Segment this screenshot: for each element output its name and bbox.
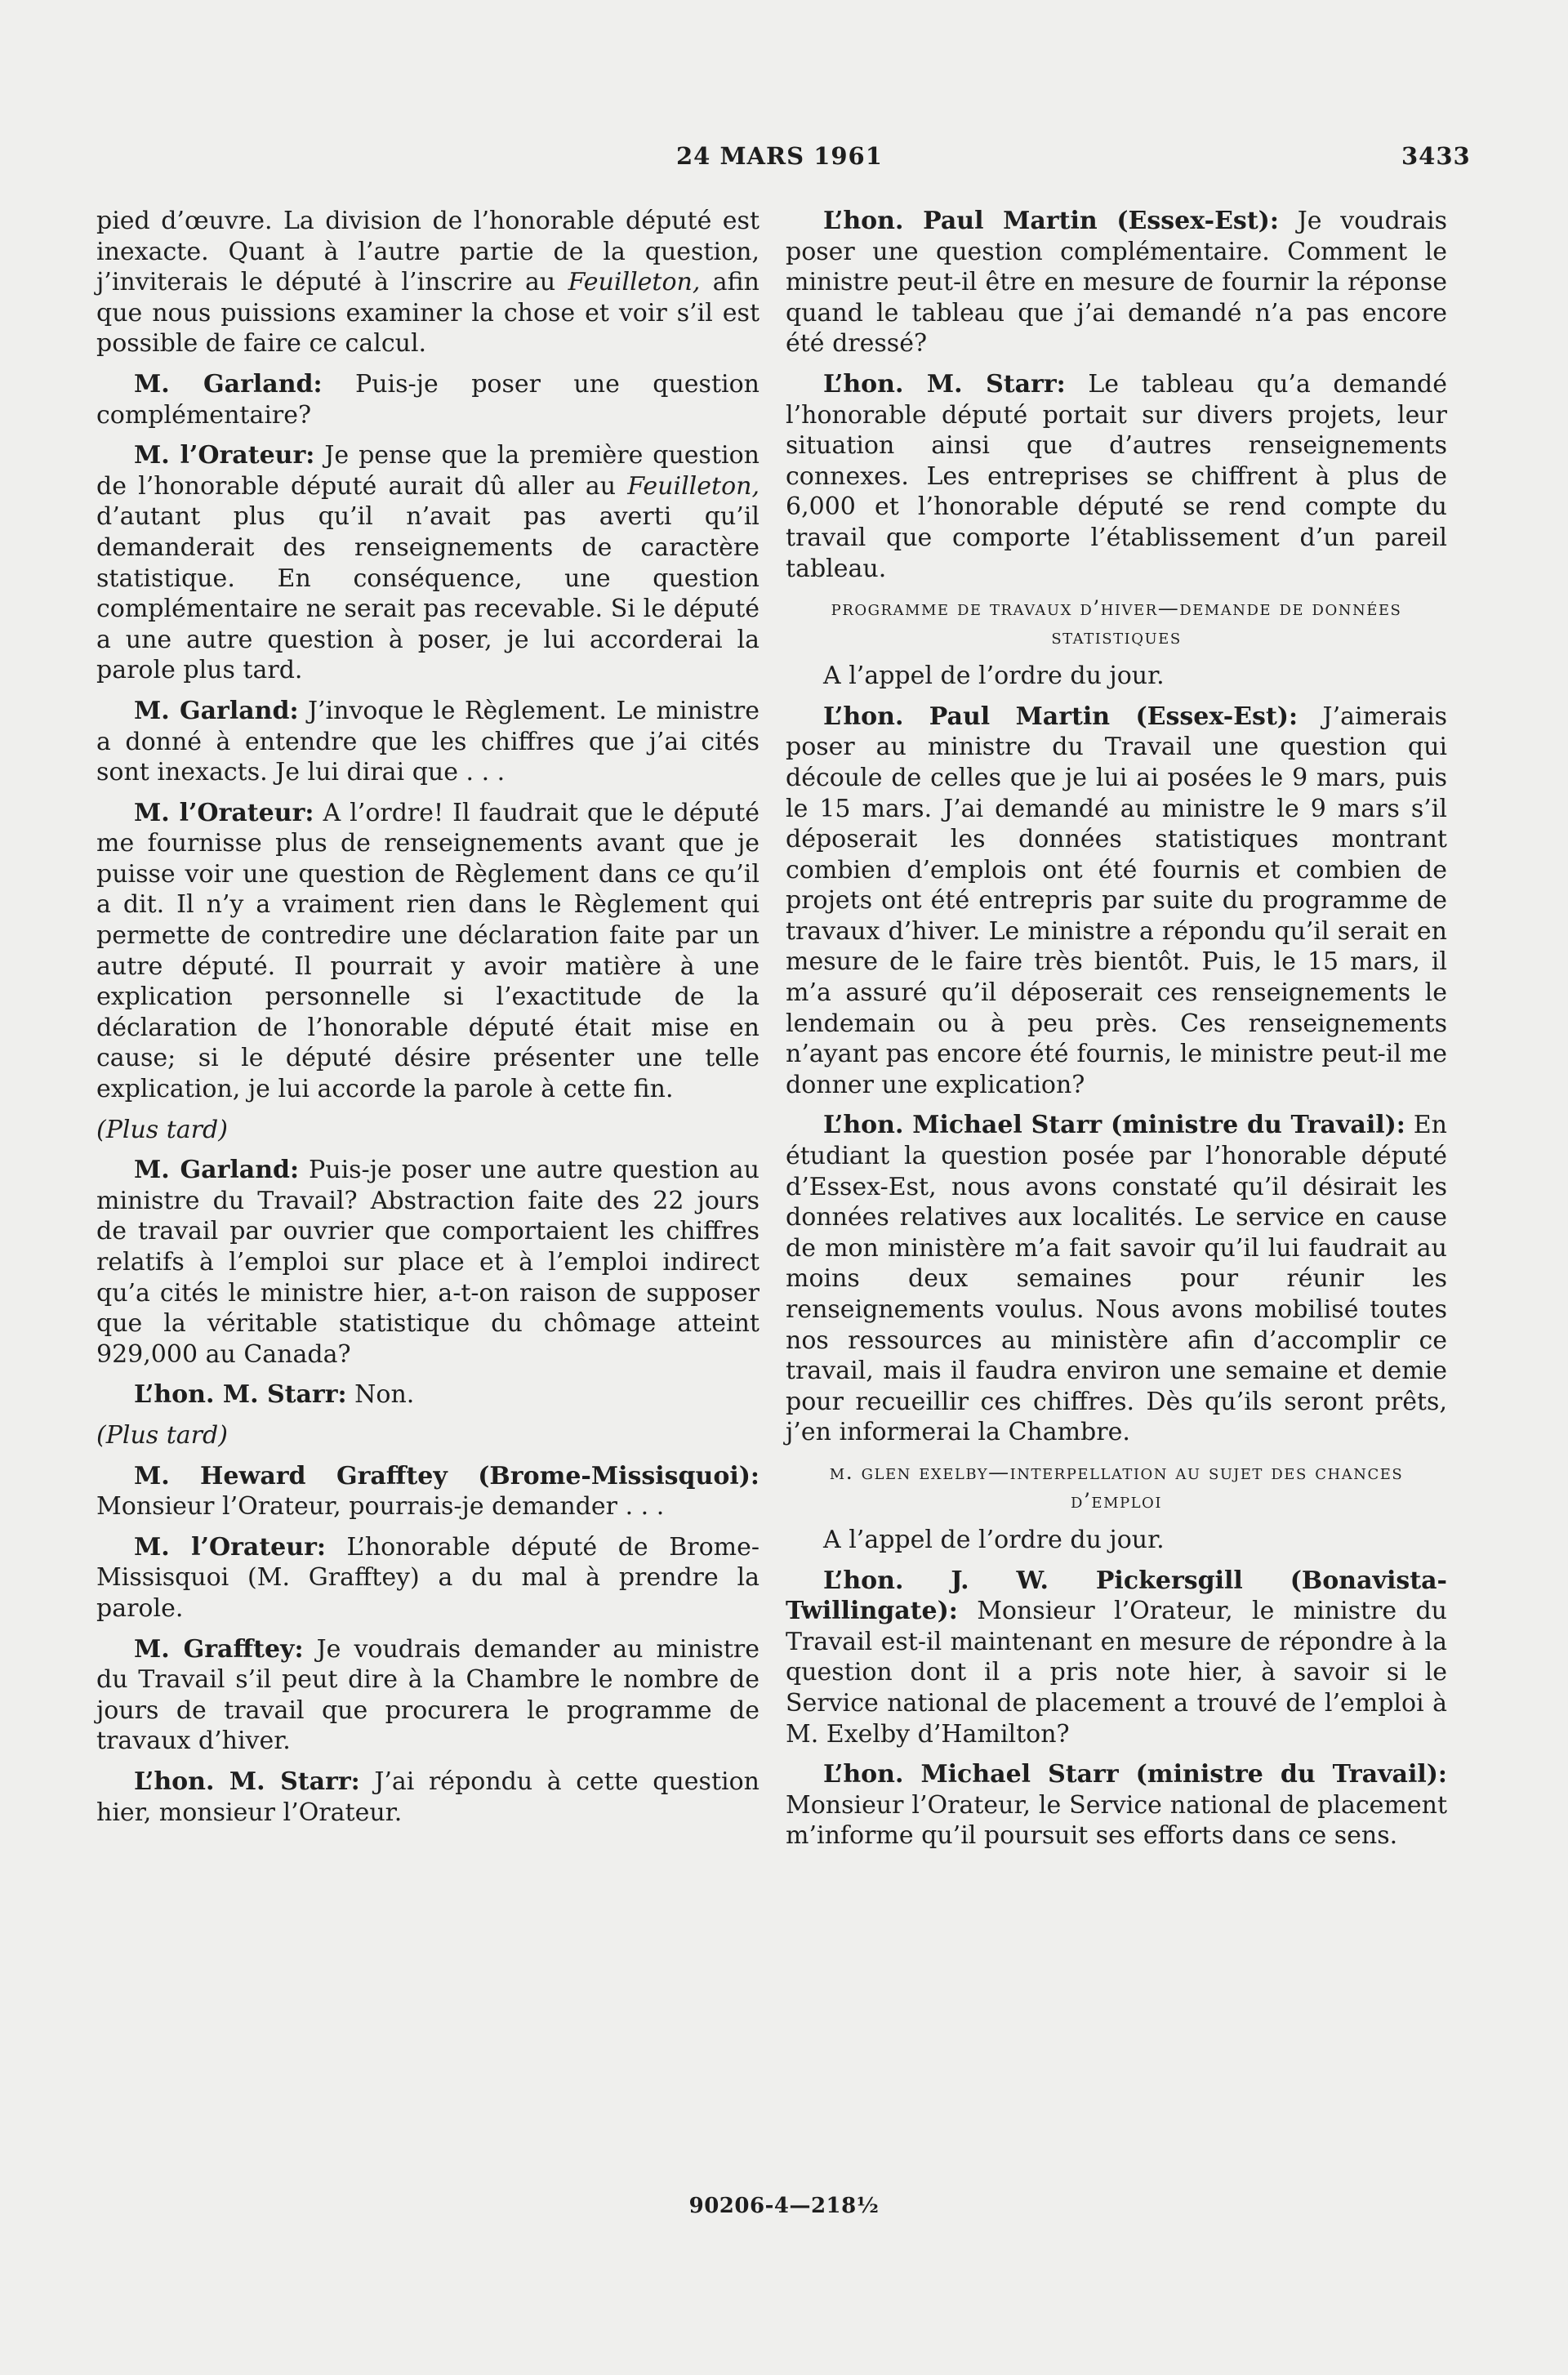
page-number: 3433 [1401, 142, 1471, 170]
interjection: (Plus tard) [96, 1115, 228, 1144]
right-column [786, 206, 1447, 1861]
header-date: 24 MARS 1961 [676, 142, 883, 170]
paragraph: M. l’Orateur: L’honorable député de Brome-Missisquoi (M. Grafftey) a du mal à prendre la parole. [96, 1532, 760, 1623]
speaker-name: M. Garland: [134, 696, 299, 725]
paragraph: L’hon. Paul Martin (Essex-Est): J’aimerais poser au ministre du Travail une question qui découle de celles que je lui ai posées le 9 mars, puis le 15 mars. J’ai demandé au ministre le 9 mars s’il déposerait les données statistiques montrant combien d’emplois ont été fournis et combien de projets ont été entrepris par suite du programme de travaux d’hiver. Le ministre a répondu qu’il serait en mesure de le faire très bientôt. Puis, le 15 mars, il m’a assuré qu’il déposerait ces renseignements le lendemain ou à peu près. Ces renseignements n’ayant pas encore été fournis, le ministre peut-il me donner une explication? [786, 702, 1448, 1099]
speaker-name: M. l’Orateur: [134, 798, 314, 827]
paragraph: M. Grafftey: Je voudrais demander au ministre du Travail s’il peut dire à la Chambre le nombre de jours de travail que procurera le programme de travaux d’hiver. [96, 1634, 760, 1756]
speaker-name: M. Garland: [134, 369, 323, 399]
left-column [96, 206, 760, 1838]
paragraph: L’hon. M. Starr: Le tableau qu’a demandé l’honorable député portait sur divers projets, leur situation ainsi que d’autres renseignements connexes. Les entreprises se chiffrent à plus de 6,000 et l’honorable député se rend compte du travail que comporte l’établissement d’un pareil tableau. [786, 369, 1447, 583]
speaker-name: L’hon. Paul Martin (Essex-Est): [823, 207, 1279, 235]
paragraph: L’hon. J. W. Pickersgill (Bonavista-Twillingate): Monsieur l’Orateur, le ministre du Travail est-il maintenant en mesure de répondre à la question dont il a pris note hier, à savoir si le Service national de placement a trouvé de l’emploi à M. Exelby d’Hamilton? [786, 1566, 1447, 1749]
paragraph: M. Heward Grafftey (Brome-Missisquoi): Monsieur l’Orateur, pourrais-je demander . . . [96, 1461, 760, 1522]
speaker-name: L’hon. M. Starr: [134, 1767, 360, 1796]
speaker-name: L’hon. M. Starr: [823, 369, 1066, 399]
paragraph: M. l’Orateur: A l’ordre! Il faudrait que le député me fournisse plus de renseignements avant que je puisse voir une question de Règlement dans ce qu’il a dit. Il n’y a vraiment rien dans le Règlement qui permette de contredire une déclaration faite par un autre député. Il pourrait y avoir matière à une explication personnelle si l’exactitude de la déclaration de l’honorable député était mise en cause; si le député désire présenter une telle explication, je lui accorde la parole à cette fin. [96, 798, 760, 1104]
speaker-name: M. l’Orateur: [134, 1532, 326, 1562]
paragraph: pied d’œuvre. La division de l’honorable député est inexacte. Quant à l’autre partie de la question, j’inviterais le député à l’inscrire au Feuilleton, afin que nous puissions examiner la chose et voir s’il est possible de faire ce calcul. [96, 207, 760, 359]
speaker-name: M. l’Orateur: [134, 441, 315, 470]
speaker-name: L’hon. J. W. Pickersgill (Bonavista-Twillingate): [786, 1566, 1447, 1626]
speaker-name: M. Garland: [134, 1156, 300, 1185]
speaker-name: M. Heward Grafftey (Brome-Missisquoi): [134, 1461, 760, 1491]
paragraph: M. Garland: J’invoque le Règlement. Le ministre a donné à entendre que les chiffres que j’ai cités sont inexacts. Je lui dirai que . . . [96, 696, 760, 787]
paragraph: A l’appel de l’ordre du jour. [823, 1525, 1165, 1554]
speaker-name: L’hon. Michael Starr (ministre du Travail): [823, 1760, 1447, 1789]
paragraph: L’hon. Paul Martin (Essex-Est): Je voudrais poser une question complémentaire. Comment le ministre peut-il être en mesure de fournir la réponse quand le tableau que j’ai demandé n’a pas encore été dressé? [786, 207, 1447, 359]
speaker-name: L’hon. Paul Martin (Essex-Est): [823, 702, 1298, 731]
speaker-name: M. Grafftey: [134, 1634, 304, 1664]
running-head [0, 142, 1568, 183]
section-heading: programme de travaux d’hiver—demande de données statistiques [831, 596, 1402, 649]
paragraph: M. Garland: Puis-je poser une question complémentaire? [96, 369, 760, 430]
printer-signature: 90206-4—218½ [688, 2194, 880, 2218]
paragraph: A l’appel de l’ordre du jour. [823, 662, 1165, 691]
section-heading: m. glen exelby—interpellation au sujet des chances d’emploi [829, 1459, 1404, 1513]
speaker-name: L’hon. M. Starr: [134, 1380, 347, 1410]
paragraph: L’hon. M. Starr: J’ai répondu à cette question hier, monsieur l’Orateur. [96, 1767, 760, 1827]
paragraph: L’hon. Michael Starr (ministre du Travail): En étudiant la question posée par l’honorable député d’Essex-Est, nous avons constaté qu’il désirait les données relatives aux localités. Le service en cause de mon ministère m’a fait savoir qu’il lui faudrait au moins deux semaines pour réunir les renseignements voulus. Nous avons mobilisé toutes nos ressources au ministère afin d’accomplir ce travail, mais il faudra environ une semaine et demie pour recueillir ces chiffres. Dès qu’ils seront prêts, j’en informerai la Chambre. [786, 1111, 1448, 1447]
paragraph: L’hon. Michael Starr (ministre du Travail): Monsieur l’Orateur, le Service national de placement m’informe qu’il poursuit ses efforts dans ce sens. [786, 1760, 1447, 1851]
paragraph: M. l’Orateur: Je pense que la première question de l’honorable député aurait dû aller au Feuilleton, d’autant plus qu’il n’avait pas averti qu’il demanderait des renseignements de caractère statistique. En conséquence, une question complémentaire ne serait pas recevable. Si le député a une autre question à poser, je lui accorderai la parole plus tard. [96, 441, 760, 685]
paragraph: L’hon. M. Starr: Non. [134, 1380, 415, 1410]
interjection: (Plus tard) [96, 1420, 228, 1450]
paragraph: M. Garland: Puis-je poser une autre question au ministre du Travail? Abstraction faite des 22 jours de travail par ouvrier que comportaient les chiffres relatifs à l’emploi sur place et à l’emploi indirect qu’a cités le ministre hier, a-t-on raison de supposer que la véritable statistique du chômage atteint 929,000 au Canada? [96, 1156, 760, 1369]
speaker-name: L’hon. Michael Starr (ministre du Travail): [823, 1111, 1405, 1140]
